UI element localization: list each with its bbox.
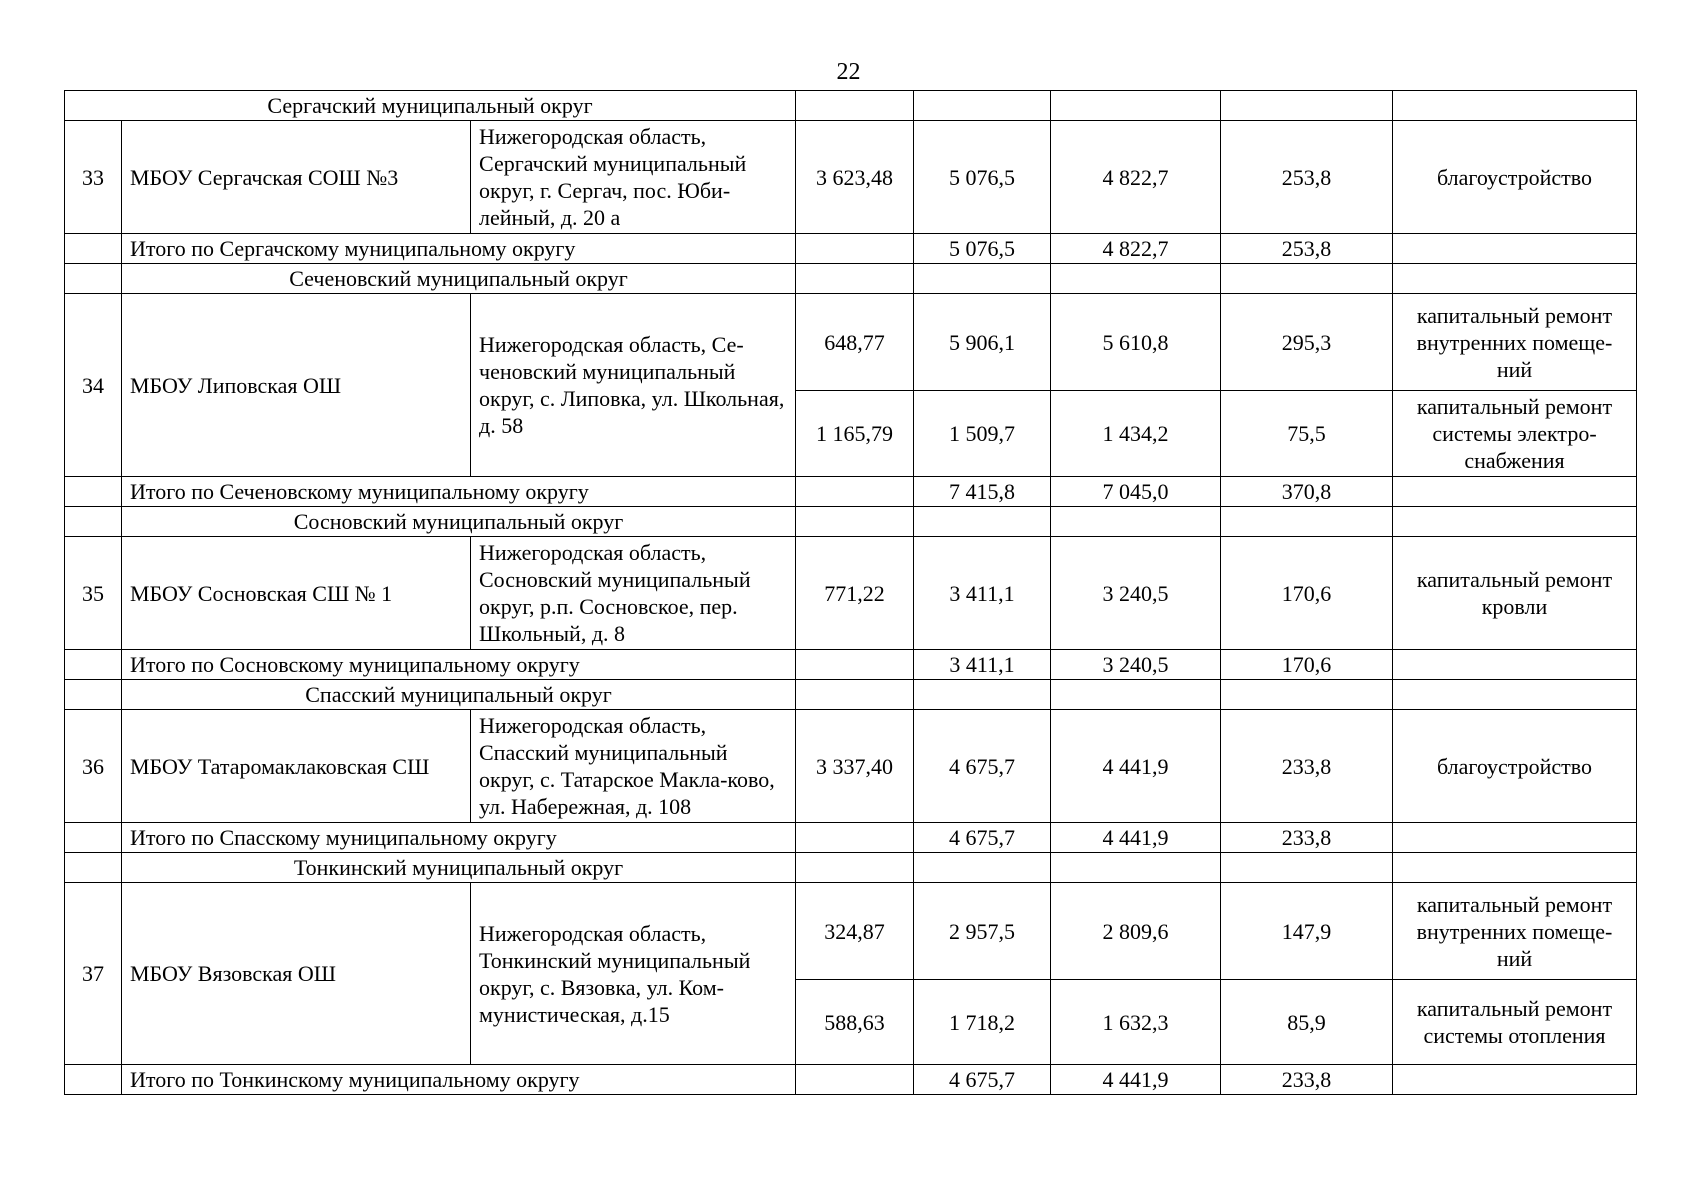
- regional-share: 3 240,5: [1051, 650, 1221, 680]
- total-cost: 3 411,1: [914, 650, 1051, 680]
- work-type: благоустройство: [1393, 121, 1637, 234]
- local-share: 253,8: [1221, 234, 1393, 264]
- area-value: 771,22: [796, 537, 914, 650]
- empty-cell: [1393, 650, 1637, 680]
- empty-cell: [796, 264, 914, 294]
- regional-share: 2 809,6: [1051, 883, 1221, 980]
- empty-cell: [65, 234, 122, 264]
- row-number: 36: [65, 710, 122, 823]
- empty-cell: [796, 853, 914, 883]
- district-heading: Спасский муниципальный округ: [122, 680, 796, 710]
- empty-cell: [1221, 507, 1393, 537]
- school-name: МБОУ Сосновская СШ № 1: [122, 537, 471, 650]
- total-cost: 1 509,7: [914, 391, 1051, 477]
- empty-cell: [914, 91, 1051, 121]
- work-type: капитальный ремонт внутренних помеще-ний: [1393, 883, 1637, 980]
- empty-cell: [1221, 91, 1393, 121]
- empty-cell: [914, 680, 1051, 710]
- district-total-row: [65, 823, 1637, 853]
- empty-cell: [796, 823, 914, 853]
- area-value: 588,63: [796, 980, 914, 1065]
- regional-share: 4 441,9: [1051, 1065, 1221, 1095]
- local-share: 253,8: [1221, 121, 1393, 234]
- district-total-row: [65, 477, 1637, 507]
- empty-cell: [65, 680, 122, 710]
- empty-cell: [796, 91, 914, 121]
- empty-cell: [65, 1065, 122, 1095]
- district-heading: Сосновский муниципальный округ: [122, 507, 796, 537]
- local-share: 233,8: [1221, 1065, 1393, 1095]
- empty-cell: [1393, 1065, 1637, 1095]
- total-cost: 7 415,8: [914, 477, 1051, 507]
- total-label: Итого по Сосновскому муниципальному округу: [122, 650, 796, 680]
- regional-share: 1 434,2: [1051, 391, 1221, 477]
- work-type: капитальный ремонт кровли: [1393, 537, 1637, 650]
- empty-cell: [914, 507, 1051, 537]
- school-address: Нижегородская область, Тонкинский муниципальный округ, с. Вязовка, ул. Ком-мунистическая, д.15: [471, 883, 796, 1065]
- district-total-row: [65, 1065, 1637, 1095]
- work-type: благоустройство: [1393, 710, 1637, 823]
- school-name: МБОУ Вязовская ОШ: [122, 883, 471, 1065]
- total-cost: 1 718,2: [914, 980, 1051, 1065]
- area-value: 324,87: [796, 883, 914, 980]
- area-value: 3 337,40: [796, 710, 914, 823]
- regional-share: 4 822,7: [1051, 121, 1221, 234]
- empty-cell: [1051, 680, 1221, 710]
- total-cost: 5 906,1: [914, 294, 1051, 391]
- row-number: 34: [65, 294, 122, 477]
- empty-cell: [65, 264, 122, 294]
- total-cost: 5 076,5: [914, 234, 1051, 264]
- total-label: Итого по Спасскому муниципальному округу: [122, 823, 796, 853]
- local-share: 370,8: [1221, 477, 1393, 507]
- total-label: Итого по Тонкинскому муниципальному округу: [122, 1065, 796, 1095]
- local-share: 170,6: [1221, 650, 1393, 680]
- school-name: МБОУ Татаромаклаковская СШ: [122, 710, 471, 823]
- school-row: [65, 883, 1637, 980]
- empty-cell: [65, 853, 122, 883]
- school-address: Нижегородская область, Спасский муниципальный округ, с. Татарское Макла-ково, ул. Набережная, д. 108: [471, 710, 796, 823]
- regional-share: 4 822,7: [1051, 234, 1221, 264]
- empty-cell: [1393, 477, 1637, 507]
- local-share: 233,8: [1221, 823, 1393, 853]
- empty-cell: [796, 234, 914, 264]
- empty-cell: [914, 264, 1051, 294]
- empty-cell: [796, 1065, 914, 1095]
- row-number: 35: [65, 537, 122, 650]
- row-number: 33: [65, 121, 122, 234]
- total-cost: 4 675,7: [914, 823, 1051, 853]
- total-cost: 5 076,5: [914, 121, 1051, 234]
- funding-table: [64, 90, 1637, 1095]
- empty-cell: [914, 853, 1051, 883]
- empty-cell: [65, 507, 122, 537]
- empty-cell: [1393, 823, 1637, 853]
- local-share: 85,9: [1221, 980, 1393, 1065]
- school-name: МБОУ Липовская ОШ: [122, 294, 471, 477]
- empty-cell: [796, 650, 914, 680]
- district-heading-row: [65, 264, 1637, 294]
- regional-share: 4 441,9: [1051, 710, 1221, 823]
- empty-cell: [1393, 234, 1637, 264]
- district-total-row: [65, 650, 1637, 680]
- total-cost: 3 411,1: [914, 537, 1051, 650]
- local-share: 295,3: [1221, 294, 1393, 391]
- school-row: [65, 710, 1637, 823]
- school-name: МБОУ Сергачская СОШ №3: [122, 121, 471, 234]
- empty-cell: [1393, 853, 1637, 883]
- school-row: [65, 294, 1637, 391]
- total-label: Итого по Сеченовскому муниципальному округу: [122, 477, 796, 507]
- local-share: 170,6: [1221, 537, 1393, 650]
- district-heading: Сергачский муниципальный округ: [65, 91, 796, 121]
- local-share: 233,8: [1221, 710, 1393, 823]
- total-label: Итого по Сергачскому муниципальному округу: [122, 234, 796, 264]
- regional-share: 7 045,0: [1051, 477, 1221, 507]
- empty-cell: [1221, 264, 1393, 294]
- school-address: Нижегородская область, Сосновский муниципальный округ, р.п. Сосновское, пер. Школьный, д. 8: [471, 537, 796, 650]
- empty-cell: [1393, 264, 1637, 294]
- empty-cell: [1051, 507, 1221, 537]
- district-heading-row: [65, 853, 1637, 883]
- regional-share: 1 632,3: [1051, 980, 1221, 1065]
- total-cost: 4 675,7: [914, 710, 1051, 823]
- empty-cell: [1393, 507, 1637, 537]
- row-number: 37: [65, 883, 122, 1065]
- area-value: 1 165,79: [796, 391, 914, 477]
- page-number: 22: [836, 59, 861, 85]
- empty-cell: [796, 477, 914, 507]
- area-value: 3 623,48: [796, 121, 914, 234]
- school-address: Нижегородская область, Се-ченовский муниципальный округ, с. Липовка, ул. Школьная, д. 58: [471, 294, 796, 477]
- district-total-row: [65, 234, 1637, 264]
- total-cost: 2 957,5: [914, 883, 1051, 980]
- regional-share: 5 610,8: [1051, 294, 1221, 391]
- district-heading-row: [65, 680, 1637, 710]
- local-share: 75,5: [1221, 391, 1393, 477]
- empty-cell: [65, 650, 122, 680]
- empty-cell: [65, 823, 122, 853]
- empty-cell: [1051, 853, 1221, 883]
- empty-cell: [1051, 264, 1221, 294]
- empty-cell: [1221, 853, 1393, 883]
- regional-share: 3 240,5: [1051, 537, 1221, 650]
- empty-cell: [1393, 680, 1637, 710]
- empty-cell: [1051, 91, 1221, 121]
- empty-cell: [796, 507, 914, 537]
- empty-cell: [1221, 680, 1393, 710]
- district-heading: Сеченовский муниципальный округ: [122, 264, 796, 294]
- empty-cell: [796, 680, 914, 710]
- local-share: 147,9: [1221, 883, 1393, 980]
- district-heading: Тонкинский муниципальный округ: [122, 853, 796, 883]
- school-address: Нижегородская область, Сергачский муниципальный округ, г. Сергач, пос. Юби-лейный, д. 20 а: [471, 121, 796, 234]
- district-heading-row: [65, 91, 1637, 121]
- work-type: капитальный ремонт системы электро-снабжения: [1393, 391, 1637, 477]
- work-type: капитальный ремонт внутренних помеще-ний: [1393, 294, 1637, 391]
- district-heading-row: [65, 507, 1637, 537]
- regional-share: 4 441,9: [1051, 823, 1221, 853]
- total-cost: 4 675,7: [914, 1065, 1051, 1095]
- work-type: капитальный ремонт системы отопления: [1393, 980, 1637, 1065]
- empty-cell: [1393, 91, 1637, 121]
- empty-cell: [65, 477, 122, 507]
- area-value: 648,77: [796, 294, 914, 391]
- school-row: [65, 121, 1637, 234]
- school-row: [65, 537, 1637, 650]
